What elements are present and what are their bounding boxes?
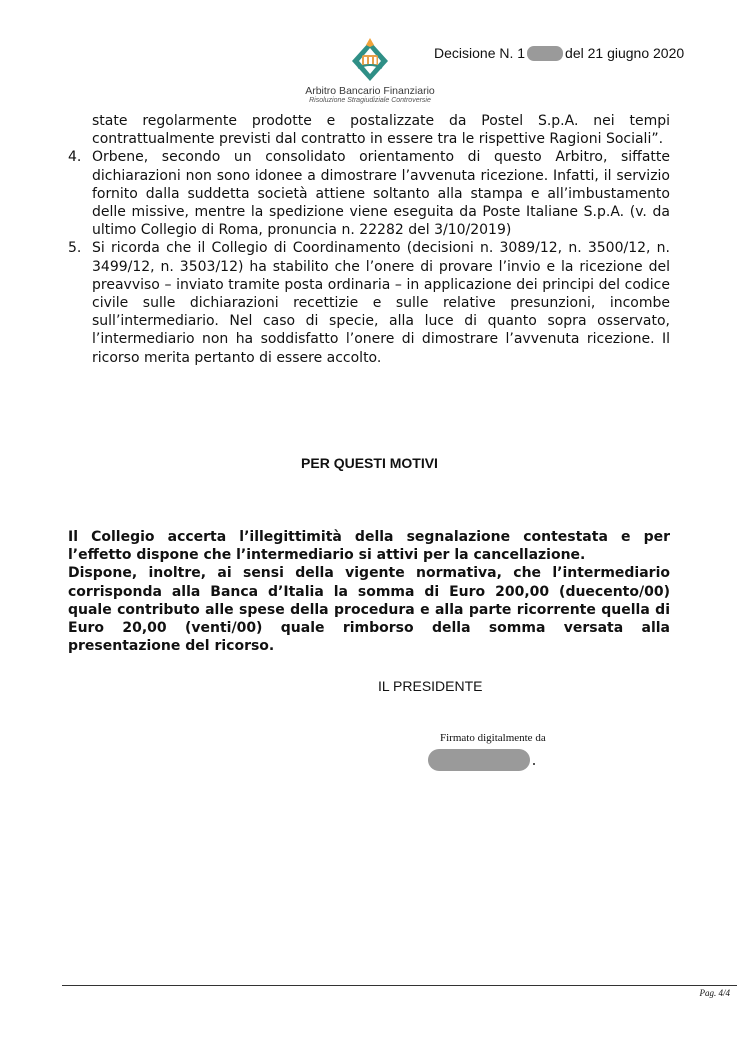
section-heading: PER QUESTI MOTIVI [301, 455, 438, 471]
list-item-number: 5. [68, 240, 82, 257]
list-item [68, 148, 670, 239]
redacted-signer-name [428, 749, 530, 771]
decision-date: del 21 giugno 2020 [565, 45, 685, 61]
list-item [68, 239, 670, 366]
signature-label: Firmato digitalmente da [440, 732, 546, 744]
dispositive-paragraph-2: Dispone, inoltre, ai sensi della vigente normativa, che l’intermediario corrisponda alla Banca d’Italia la somma di Euro 200,00 (duecento/00) quale contributo alle spese della procedura e alla parte ricorrente quella di Euro 20,00 (venti/00) quale rimborso della somma versata alla presentazione del ricorso. [68, 565, 670, 655]
abf-emblem-icon [347, 38, 393, 84]
list-item-number: 4. [68, 149, 82, 166]
logo-title: Arbitro Bancario Finanziario [305, 85, 435, 97]
redacted-number [527, 46, 563, 61]
continuation-paragraph: state regolarmente prodotte e postalizzate da Postel S.p.A. nei tempi contrattualmente previsti dal contratto in essere tra le rispettive Ragioni Sociali”. [92, 113, 670, 148]
footer-divider [62, 985, 737, 986]
decision-body [68, 112, 670, 367]
list-item-text: Orbene, secondo un consolidato orientamento di questo Arbitro, siffatte dichiarazioni non sono idonee a dimostrare l’avvenuta ricezione. Infatti, il servizio fornito dalla suddetta società attiene soltanto alla stampa e all’imbustamento delle missive, mentre la spedizione viene eseguita da Poste Italiane S.p.A. (v. da ultimo Collegio di Roma, pronuncia n. 22282 del 3/10/2019) [92, 149, 670, 239]
logo-subtitle: Risoluzione Stragiudiziale Controversie [309, 97, 431, 104]
page-number: Pag. 4/4 [699, 988, 730, 998]
decision-number-prefix: Decisione N. 1 [434, 45, 526, 61]
dispositive-paragraph-1: Il Collegio accerta l’illegittimità della segnalazione contestata e per l’effetto dispone che l’intermediario si attivi per la cancellazione. [68, 529, 670, 564]
digital-signature [428, 732, 546, 771]
decision-reference [434, 45, 684, 61]
abf-logo [300, 38, 440, 110]
decision-dispositive [68, 528, 670, 655]
president-title: IL PRESIDENTE [378, 678, 483, 694]
list-item-text: Si ricorda che il Collegio di Coordinamento (decisioni n. 3089/12, n. 3500/12, n. 3499/12, n. 3503/12) ha stabilito che l’onere di provare l’invio e la ricezione del preavviso – inviato tramite posta ordinaria – in applicazione dei principi del codice civile sulle dichiarazioni recettizie e sulle relative presunzioni, incombe sull’intermediario. Nel caso di specie, alla luce di quanto sopra osservato, l’intermediario non ha soddisfatto l’onere di dimostrare l’avvenuta ricezione. Il ricorso merita pertanto di essere accolto. [92, 240, 670, 366]
